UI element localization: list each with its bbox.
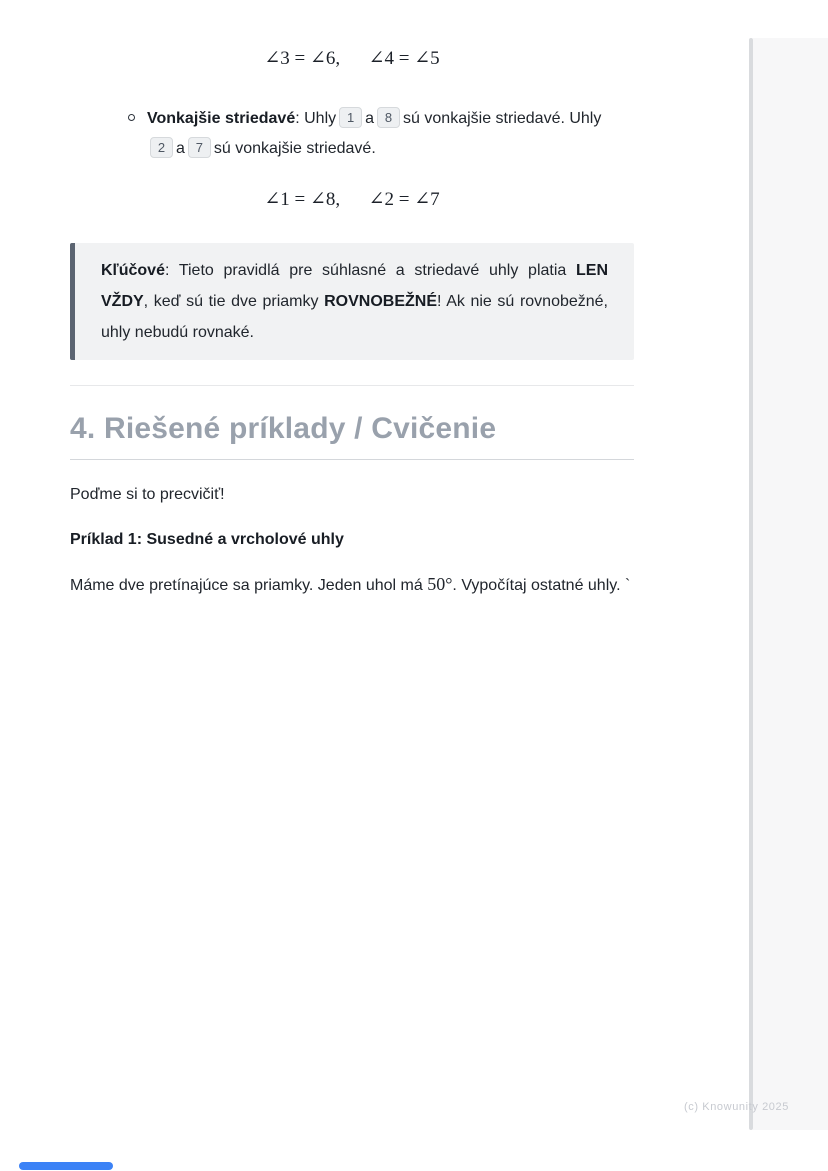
inline-math-50-degrees: 50° [427,574,453,594]
angle-badge-7: 7 [188,137,211,158]
callout-text-run: : Tieto pravidlá pre súhlasné a striedavé uhly platia [164,262,576,279]
list-item-label: Vonkajšie striedavé [147,110,296,127]
callout-text [75,243,634,360]
intro-paragraph: Poďme si to precvičiť! [70,486,225,503]
example-text-run: . Vypočítaj ostatné uhly. ` [452,577,631,594]
progress-bar [19,1162,113,1170]
angle-badge-1: 1 [339,107,362,128]
example-title: Príklad 1: Susedné a vrcholové uhly [70,531,344,548]
callout-bold-rovnobezne: ROVNOBEŽNÉ [324,293,438,310]
angle-badge-2: 2 [150,137,173,158]
callout-label: Kľúčové [101,262,165,279]
math-formula-interior-alternate: ∠3 = ∠6, ∠4 = ∠5 [264,48,440,69]
callout-bold-len-vzdy: LEN VŽDY [101,262,608,310]
section-heading: 4. Riešené príklady / Cvičenie [70,412,634,460]
list-item [70,104,634,164]
page-edge-strip [753,38,828,1130]
angle-badge-8: 8 [377,107,400,128]
document-page-content [70,0,634,597]
list-item-text-run: a [176,140,185,157]
example-text-run: Máme dve pretínajúce sa priamky. Jeden uhol má [70,577,428,594]
callout-text-run: , keď sú tie dve priamky [143,293,325,310]
callout-text-run: ! Ak nie sú rovnobežné, uhly nebudú rovnaké. [101,293,608,341]
list-item-text-run: a [365,110,375,127]
key-callout [70,243,634,360]
list-item-text-run: sú vonkajšie striedavé. Uhly [403,110,602,127]
watermark: (c) Knowunity 2025 [684,1101,789,1113]
list-item-text [147,104,634,164]
math-formula-exterior-alternate: ∠1 = ∠8, ∠2 = ∠7 [264,189,440,210]
example-text [70,573,634,597]
scrollbar[interactable] [749,38,753,1130]
list-item-text-run: : Uhly [295,110,337,127]
list-item-text-run: sú vonkajšie striedavé. [213,140,376,157]
bullet-circle-icon [128,114,135,121]
section-divider [70,385,634,386]
